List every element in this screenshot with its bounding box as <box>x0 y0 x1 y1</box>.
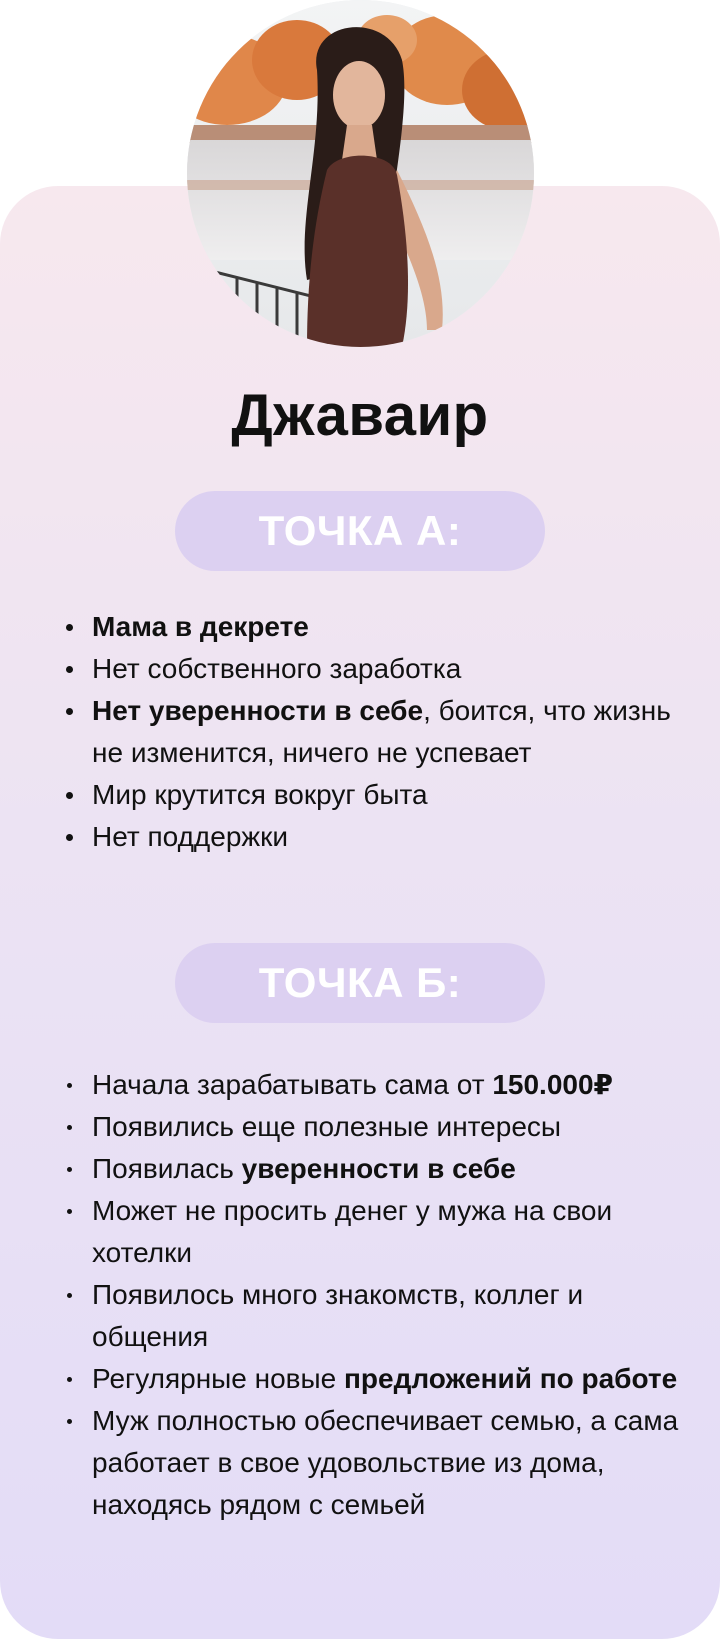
list-item: Нет уверенности в себе, боится, что жизнь не изменится, ничего не успевает <box>92 690 692 774</box>
list-item: Регулярные новые предложений по работе <box>92 1358 692 1400</box>
list-item: Нет собственного заработка <box>92 648 692 690</box>
list-item: Начала зарабатывать сама от 150.000₽ <box>92 1064 692 1106</box>
avatar-photo <box>187 0 534 347</box>
point-a-list <box>92 606 692 858</box>
list-item: Появились еще полезные интересы <box>92 1106 692 1148</box>
list-item: Может не просить денег у мужа на свои хотелки <box>92 1190 692 1274</box>
list-item: Муж полностью обеспечивает семью, а сама работает в свое удовольствие из дома, находясь рядом с семьей <box>92 1400 692 1526</box>
person-name: Джаваир <box>231 383 489 448</box>
point-b-list <box>92 1064 692 1526</box>
list-item: Появилось много знакомств, коллег и общения <box>92 1274 692 1358</box>
point-a-badge: ТОЧКА А: <box>175 491 545 571</box>
list-item: Появилась уверенности в себе <box>92 1148 692 1190</box>
avatar <box>187 0 534 347</box>
list-item: Мир крутится вокруг быта <box>92 774 692 816</box>
list-item: Мама в декрете <box>92 606 692 648</box>
point-b-badge: ТОЧКА Б: <box>175 943 545 1023</box>
list-item: Нет поддержки <box>92 816 692 858</box>
